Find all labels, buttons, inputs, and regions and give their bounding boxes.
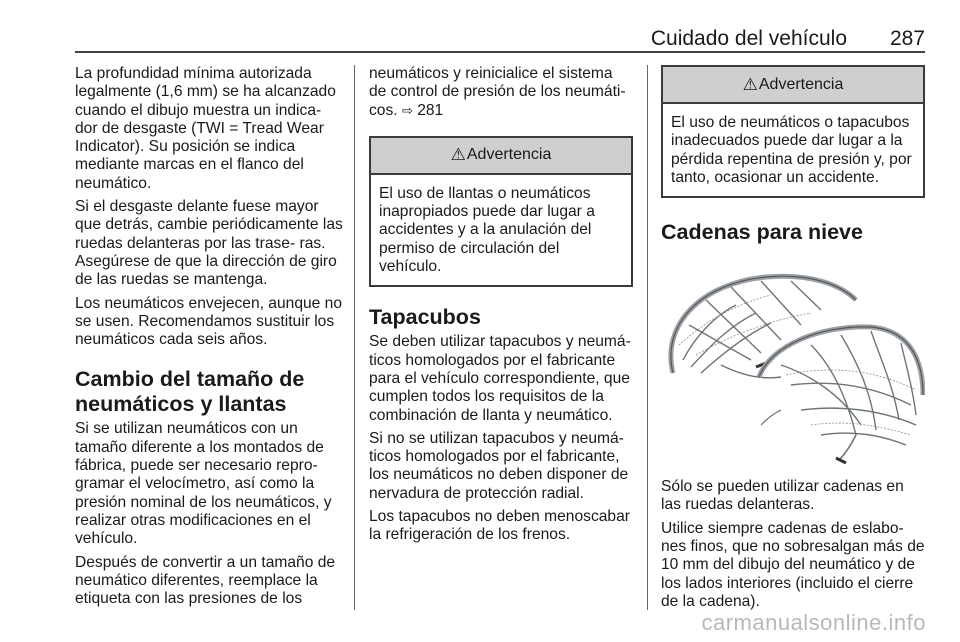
warning-header <box>663 67 923 104</box>
warning-box <box>661 65 925 198</box>
column-1 <box>75 65 343 613</box>
warning-triangle-icon: ⚠ <box>742 74 758 94</box>
page-number: 287 <box>889 27 925 50</box>
paragraph: Si no se utilizan tapacubos y neumá‐ ticos homologados por el fabricante, los neumáticos no deben disponer de nervadura de protección radial. <box>369 429 629 502</box>
section-heading: Cambio del tamaño de neumáticos y llantas <box>75 367 305 417</box>
paragraph: Si el desgaste delante fuese mayor que detrás, cambie periódicamente las ruedas delanteras por las trase‐ ras. Asegúrese de que la dirección de giro de las ruedas se mantenga. <box>75 198 343 289</box>
warning-triangle-icon: ⚠ <box>450 145 466 165</box>
paragraph: Utilice siempre cadenas de eslabo‐ nes finos, que no sobresalgan más de 10 mm del dibujo del neumático y de los lados interiores (incluido el cierre de la cadena). <box>661 519 925 610</box>
paragraph: Si se utilizan neumáticos con un tamaño diferente a los montados de fábrica, puede ser necesario repro‐ gramar el velocímetro, así como la presión nominal de los neumáticos, y realizar otras modificaciones en el vehículo. <box>75 420 332 548</box>
paragraph: Sólo se pueden utilizar cadenas en las ruedas delanteras. <box>661 478 904 514</box>
snow-chains-icon <box>661 265 925 470</box>
watermark: carmanualsonline.info <box>701 610 926 635</box>
warning-header <box>371 138 631 175</box>
section-heading: Cadenas para nieve <box>661 220 863 245</box>
warning-box <box>369 136 633 287</box>
paragraph: Los neumáticos envejecen, aunque no se usen. Recomendamos sustituir los neumáticos cada seis años. <box>75 294 343 349</box>
snow-chains-illustration <box>661 265 925 470</box>
column-divider <box>354 65 355 610</box>
reference-arrow-icon: ⇨ <box>401 102 413 118</box>
page-reference-link[interactable]: 281 <box>417 101 444 119</box>
warning-body <box>371 175 631 285</box>
column-2 <box>369 65 633 550</box>
paragraph: La profundidad mínima autorizada legalmente (1,6 mm) se ha alcanzado cuando el dibujo muestra un indica‐ dor de desgaste (TWI = Tread Wear Indicator). Su posición se indica mediante marcas en el flanco del neumático. <box>75 65 336 192</box>
warning-text: El uso de neumáticos o tapacubos inadecuados puede dar lugar a la pérdida repentina de presión y, por tanto, ocasionar un accidente. <box>671 114 912 186</box>
paragraph: Los tapacubos no deben menoscabar la refrigeración de los frenos. <box>369 508 630 544</box>
warning-title: Advertencia <box>466 146 552 164</box>
warning-body <box>663 104 923 196</box>
section-heading: Tapacubos <box>369 305 481 330</box>
paragraph-text: neumáticos y reinicialice el sistema de control de presión de los neumáti‐ cos. <box>369 65 626 119</box>
warning-text: El uso de llantas o neumáticos inapropiados puede dar lugar a accidentes y a la anulación del permiso de circulación del vehículo. <box>379 184 595 276</box>
warning-title: Advertencia <box>758 75 844 93</box>
column-3 <box>661 65 925 616</box>
column-divider <box>647 65 648 610</box>
paragraph: Después de convertir a un tamaño de neumático diferentes, reemplace la etiqueta con las presiones de los <box>75 553 336 608</box>
page-header <box>75 27 925 53</box>
paragraph: Se deben utilizar tapacubos y neumá‐ ticos homologados por el fabricante para el vehículo correspondiente, que cumplen todos los requisitos de la combinación de llanta y neumático. <box>369 333 631 424</box>
paragraph <box>369 65 633 120</box>
header-title: Cuidado del vehículo <box>650 27 847 50</box>
